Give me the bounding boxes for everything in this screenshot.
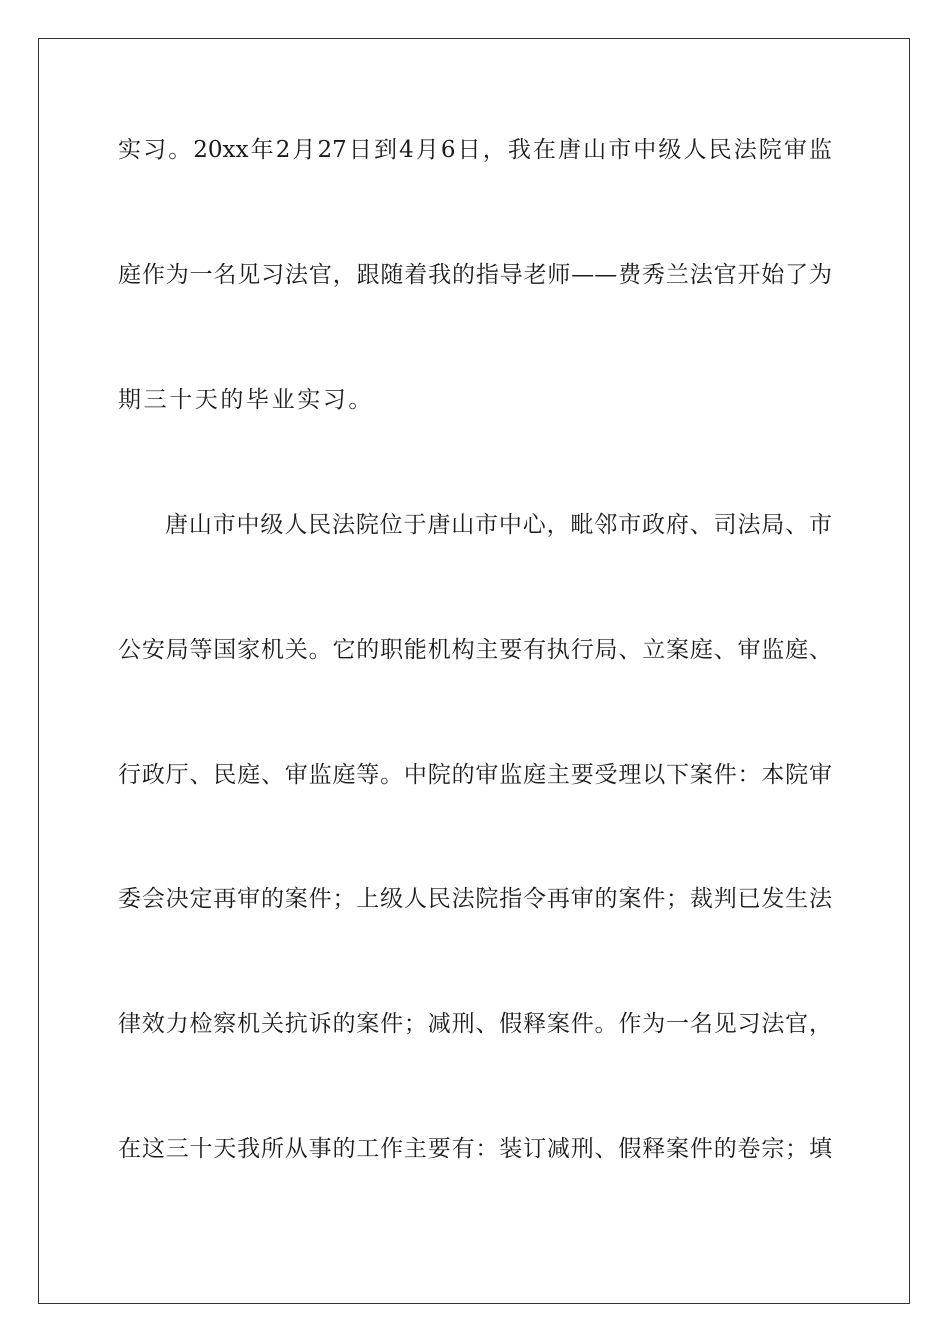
text-line-9: 在这三十天我所从事的工作主要有：装订减刑、假释案件的卷宗；填 [118, 1136, 832, 1162]
text-line-5: 公安局等国家机关。它的职能机构主要有执行局、立案庭、审监庭、 [118, 637, 832, 663]
text-line-6: 行政厅、民庭、审监庭等。中院的审监庭主要受理以下案件：本院审 [118, 762, 832, 788]
page-border [38, 38, 910, 1304]
text-line-1: 实习。20xx年2月27日到4月6日，我在唐山市中级人民法院审监 [118, 137, 832, 163]
text-line-3: 期三十天的毕业实习。 [118, 387, 374, 413]
text-line-8: 律效力检察机关抗诉的案件；减刑、假释案件。作为一名见习法官， [118, 1011, 832, 1037]
text-line-2: 庭作为一名见习法官，跟随着我的指导老师——费秀兰法官开始了为 [118, 262, 832, 288]
text-line-7: 委会决定再审的案件；上级人民法院指令再审的案件；裁判已发生法 [118, 886, 832, 912]
text-line-4-paragraph-start: 唐山市中级人民法院位于唐山市中心，毗邻市政府、司法局、市 [165, 512, 832, 538]
